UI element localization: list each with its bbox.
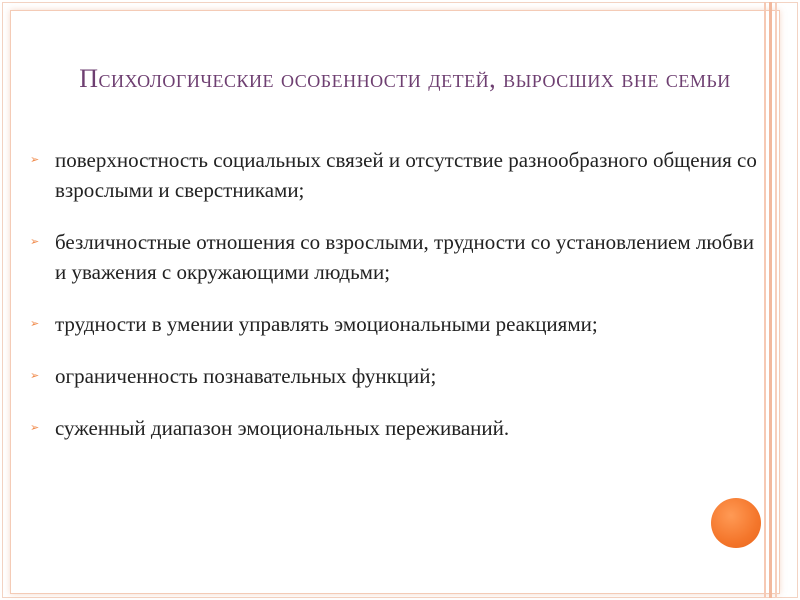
- decorative-stripe: [769, 2, 772, 598]
- bullet-text: трудности в умении управлять эмоциональными реакциями;: [55, 312, 598, 336]
- bullet-list: [30, 145, 760, 465]
- arrow-bullet-icon: ➢: [30, 235, 40, 248]
- arrow-bullet-icon: ➢: [30, 153, 40, 166]
- decorative-circle: [711, 498, 761, 548]
- bullet-item: [30, 227, 760, 287]
- decorative-stripe: [775, 2, 777, 598]
- arrow-bullet-icon: ➢: [30, 317, 40, 330]
- decorative-stripe: [764, 2, 766, 598]
- bullet-text: ограниченность познавательных функций;: [55, 364, 437, 388]
- bullet-item: [30, 361, 760, 391]
- arrow-bullet-icon: ➢: [30, 369, 40, 382]
- bullet-text: суженный диапазон эмоциональных переживаний.: [55, 416, 510, 440]
- bullet-item: [30, 145, 760, 205]
- bullet-text: безличностные отношения со взрослыми, трудности со установлением любви и уважения с окружающими людьми;: [55, 230, 754, 284]
- bullet-item: [30, 309, 760, 339]
- bullet-item: [30, 413, 760, 443]
- bullet-text: поверхностность социальных связей и отсутствие разнообразного общения со взрослыми и сверстниками;: [55, 148, 757, 202]
- arrow-bullet-icon: ➢: [30, 421, 40, 434]
- slide-title: Психологические особенности детей, выросших вне семьи: [79, 64, 731, 93]
